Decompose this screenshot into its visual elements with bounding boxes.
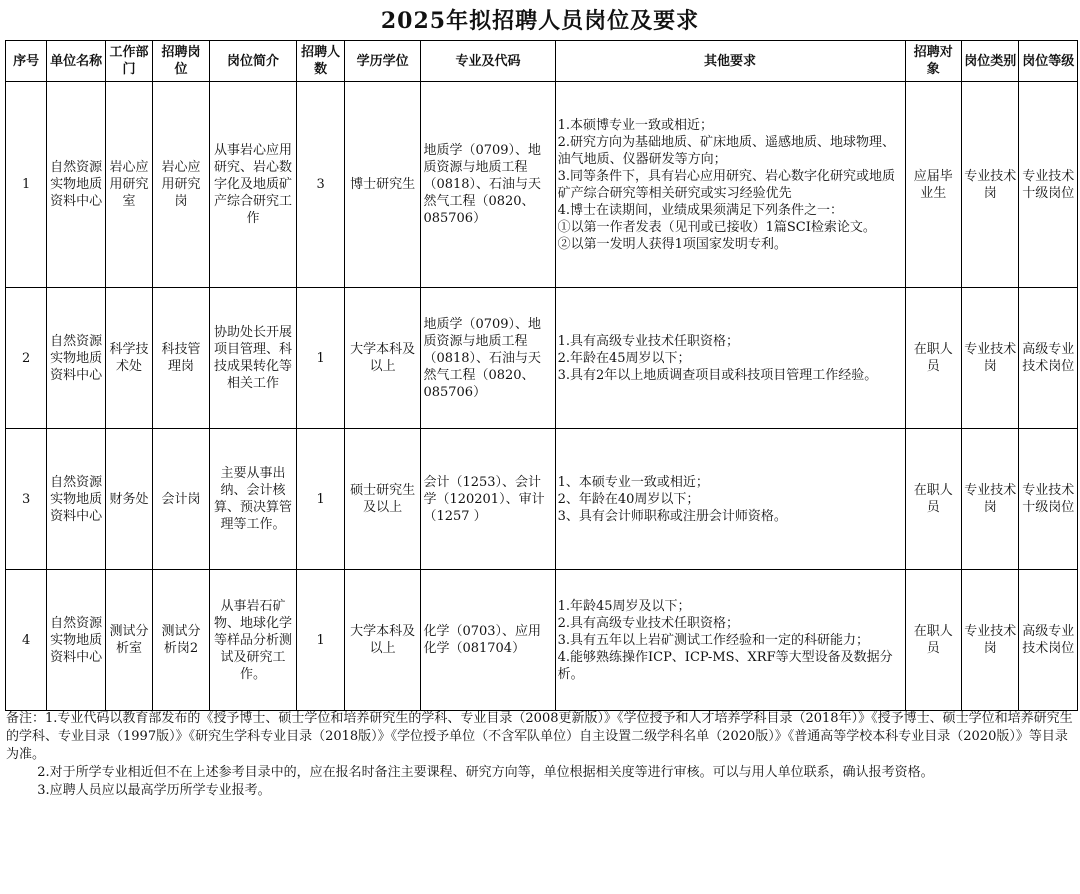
cell-count: 1 (297, 570, 344, 711)
header-category: 岗位类别 (961, 41, 1018, 82)
cell-unit: 自然资源实物地质资料中心 (47, 429, 105, 570)
header-unit: 单位名称 (47, 41, 105, 82)
table-row (6, 429, 1078, 570)
header-count: 招聘人数 (297, 41, 344, 82)
footnote-1: 备注：1.专业代码以教育部发布的《授予博士、硕士学位和培养研究生的学科、专业目录（2008更新版）》《学位授予和人才培养学科目录（2018年）》《授予博士、硕士学位和培养研究生的学科、专业目录（1997版）》《研究生学科专业目录（2018版）》《学位授予单位（不含军队单位）自主设置二级学科名单（2020版）》《普通高等学校本科专业目录（2020版）》等目录为准。 (6, 711, 1073, 762)
cell-target: 在职人员 (905, 288, 961, 429)
recruitment-table (5, 40, 1078, 711)
footnotes (6, 710, 1074, 800)
cell-category: 专业技术岗 (961, 288, 1018, 429)
cell-level: 高级专业技术岗位 (1019, 570, 1078, 711)
cell-no: 2 (6, 288, 47, 429)
cell-target: 应届毕业生 (905, 82, 961, 288)
cell-no: 3 (6, 429, 47, 570)
header-post: 招聘岗位 (153, 41, 209, 82)
cell-major: 化学（0703）、应用化学（081704） (421, 570, 555, 711)
cell-no: 1 (6, 82, 47, 288)
table-header-row (6, 41, 1078, 82)
cell-category: 专业技术岗 (961, 429, 1018, 570)
cell-req: 1、本硕专业一致或相近； 2、年龄在40周岁以下； 3、具有会计师职称或注册会计师资格。 (555, 429, 905, 570)
cell-post: 岩心应用研究岗 (153, 82, 209, 288)
header-req: 其他要求 (555, 41, 905, 82)
cell-unit: 自然资源实物地质资料中心 (47, 82, 105, 288)
cell-post: 会计岗 (153, 429, 209, 570)
header-intro: 岗位简介 (209, 41, 297, 82)
cell-unit: 自然资源实物地质资料中心 (47, 570, 105, 711)
header-level: 岗位等级 (1019, 41, 1078, 82)
cell-edu: 硕士研究生及以上 (344, 429, 421, 570)
footnote-3: 3.应聘人员应以最高学历所学专业报考。 (37, 783, 271, 798)
cell-req: 1.具有高级专业技术任职资格； 2.年龄在45周岁以下； 3.具有2年以上地质调查项目或科技项目管理工作经验。 (555, 288, 905, 429)
cell-level: 专业技术十级岗位 (1019, 429, 1078, 570)
cell-major: 地质学（0709）、地质资源与地质工程（0818）、石油与天然气工程（0820、085706） (421, 82, 555, 288)
cell-intro: 协助处长开展项目管理、科技成果转化等相关工作 (209, 288, 297, 429)
header-edu: 学历学位 (344, 41, 421, 82)
cell-post: 测试分析岗2 (153, 570, 209, 711)
cell-no: 4 (6, 570, 47, 711)
cell-target: 在职人员 (905, 570, 961, 711)
cell-category: 专业技术岗 (961, 82, 1018, 288)
cell-edu: 大学本科及以上 (344, 570, 421, 711)
cell-count: 3 (297, 82, 344, 288)
cell-category: 专业技术岗 (961, 570, 1018, 711)
cell-major: 地质学（0709）、地质资源与地质工程（0818）、石油与天然气工程（0820、085706） (421, 288, 555, 429)
cell-dept: 岩心应用研究室 (105, 82, 152, 288)
table-row (6, 82, 1078, 288)
cell-edu: 大学本科及以上 (344, 288, 421, 429)
page-title: 2025年拟招聘人员岗位及要求 (380, 8, 700, 34)
cell-intro: 从事岩石矿物、地球化学等样品分析测试及研究工作。 (209, 570, 297, 711)
cell-count: 1 (297, 429, 344, 570)
header-major: 专业及代码 (421, 41, 555, 82)
cell-dept: 财务处 (105, 429, 152, 570)
cell-req: 1.本硕博专业一致或相近； 2.研究方向为基础地质、矿床地质、遥感地质、地球物理、油气地质、仪器研发等方向； 3.同等条件下，具有岩心应用研究、岩心数字化研究或地质矿产综合研究等相关研究或实习经验优先 4.博士在读期间，业绩成果须满足下列条件之一： ①以第一作者发表（见刊或已接收）1篇SCI检索论文。 ②以第一发明人获得1项国家发明专利。 (555, 82, 905, 288)
cell-intro: 主要从事出纳、会计核算、预决算管理等工作。 (209, 429, 297, 570)
header-dept: 工作部门 (105, 41, 152, 82)
cell-level: 专业技术十级岗位 (1019, 82, 1078, 288)
cell-edu: 博士研究生 (344, 82, 421, 288)
header-target: 招聘对象 (905, 41, 961, 82)
cell-count: 1 (297, 288, 344, 429)
cell-intro: 从事岩心应用研究、岩心数字化及地质矿产综合研究工作 (209, 82, 297, 288)
cell-req: 1.年龄45周岁及以下； 2.具有高级专业技术任职资格； 3.具有五年以上岩矿测试工作经验和一定的科研能力； 4.能够熟练操作ICP、ICP-MS、XRF等大型设备及数据分析。 (555, 570, 905, 711)
table-row (6, 288, 1078, 429)
header-no: 序号 (6, 41, 47, 82)
cell-dept: 科学技术处 (105, 288, 152, 429)
table-row (6, 570, 1078, 711)
cell-major: 会计（1253）、会计学（120201）、审计（1257 ） (421, 429, 555, 570)
cell-unit: 自然资源实物地质资料中心 (47, 288, 105, 429)
cell-level: 高级专业技术岗位 (1019, 288, 1078, 429)
cell-post: 科技管理岗 (153, 288, 209, 429)
footnote-2: 2.对于所学专业相近但不在上述参考目录中的，应在报名时备注主要课程、研究方向等，单位根据相关度等进行审核。可以与用人单位联系，确认报考资格。 (37, 765, 934, 780)
cell-dept: 测试分析室 (105, 570, 152, 711)
cell-target: 在职人员 (905, 429, 961, 570)
